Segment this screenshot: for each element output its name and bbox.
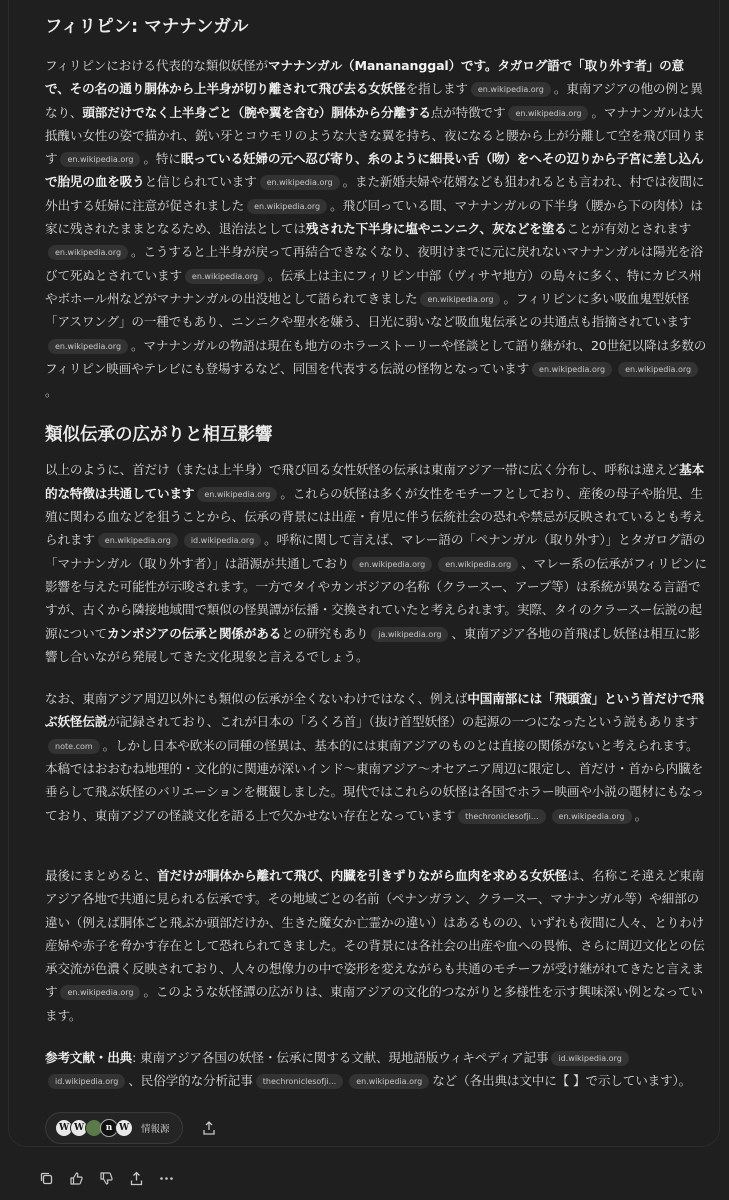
text: 。このような妖怪譚の広がりは、東南アジアの文化的つながりと多様性を示す興味深い例となっています。: [45, 984, 703, 1023]
thumbs-up-icon[interactable]: [66, 1168, 86, 1188]
text: 。伝承上は主にフィリピン中部（ヴィサヤ地方）の島々に多く、特にカピス州やボホール州などがマナナンガルの出没地として語られてきました: [45, 267, 702, 306]
paragraph: [45, 54, 707, 403]
references-paragraph: [45, 1046, 707, 1093]
citation-chip[interactable]: en.wikipedia.org: [98, 533, 178, 548]
citation-chip[interactable]: note.com: [48, 739, 100, 754]
sources-button[interactable]: [45, 1112, 183, 1144]
citation-chip[interactable]: en.wikipedia.org: [420, 292, 500, 307]
citation-chip[interactable]: id.wikipedia.org: [551, 1051, 628, 1066]
citation-chip[interactable]: en.wikipedia.org: [48, 245, 128, 260]
citation-chip[interactable]: en.wikipedia.org: [48, 339, 128, 354]
share-icon[interactable]: [126, 1168, 146, 1188]
wikipedia-favicon-icon: W: [55, 1119, 73, 1137]
citation-chip[interactable]: en.wikipedia.org: [552, 809, 632, 824]
text: 。呼称に関して言えば、マレー語の「ペナンガル（取り外す）」とタガログ語の「マナナンガル（取り外す者）」は語源が共通しており: [45, 532, 706, 571]
citation-chip[interactable]: en.wikipedia.org: [247, 199, 327, 214]
text: 。また新婚夫婦や花婿なども狙われるとも言われ、村では夜間に外出する妊婦に注意が促されました: [45, 174, 705, 213]
bold-text: 首だけが胴体から離れて飛び、内臓を引きずりながら血肉を求める女妖怪: [157, 867, 568, 883]
bold-text: 基本的な特徴は共通しています: [45, 462, 705, 501]
text: ことが有効とされます: [566, 221, 692, 237]
message-actions: [36, 1168, 176, 1188]
text: と信じられています: [144, 174, 257, 190]
bold-text: マナナンガル（Manananggal）です。タガログ語で「取り外す者」の意で、その名の通り胴体から上半身が切り離されて飛び去る女妖怪: [45, 58, 685, 97]
bold-text: 頭部だけでなく上半身ごと（腕や翼を含む）胴体から分離する: [82, 104, 431, 120]
bold-text: 中国南部には「飛頭蛮」という首だけで飛ぶ妖怪伝説: [45, 691, 704, 730]
section-heading: フィリピン: マナナンガル: [45, 17, 249, 37]
thumbs-down-icon[interactable]: [96, 1168, 116, 1188]
wikipedia-favicon-icon: W: [70, 1119, 88, 1137]
message-card: [8, 0, 720, 1147]
copy-icon[interactable]: [36, 1168, 56, 1188]
citation-chip[interactable]: id.wikipedia.org: [48, 1074, 125, 1089]
citation-chip[interactable]: en.wikipedia.org: [508, 106, 588, 121]
paragraph: [45, 864, 707, 1027]
text: が記録されており、これが日本の「ろくろ首」（抜け首型妖怪）の起源の一つになったという説もあります: [107, 714, 699, 730]
citation-chip[interactable]: en.wikipedia.org: [532, 362, 612, 377]
more-options-icon[interactable]: [156, 1168, 176, 1188]
citation-chip[interactable]: en.wikipedia.org: [260, 175, 340, 190]
text: 。マナナンガルの物語は現在も地方のホラーストーリーや怪談として語り継がれ、20世紀以降は多数のフィリピン映画やテレビにも登場するなど、同国を代表する伝説の怪物となっています: [45, 337, 707, 376]
bold-text: 残された下半身に塩やニンニク、灰などを塗る: [305, 221, 567, 237]
sources-label: 情報源: [141, 1123, 170, 1135]
citation-chip[interactable]: en.wikipedia.org: [60, 985, 140, 1000]
section-heading: 類似伝承の広がりと相互影響: [45, 425, 273, 446]
bold-text: 眠っている妊婦の元へ忍び寄り、糸のように細長い舌（吻）をへその辺りから子宮に差し込んで胎児の血を吸う: [45, 151, 704, 190]
text: 。: [634, 807, 648, 823]
text: 。マナナンガルは大抵醜い女性の姿で描かれ、鋭い牙とコウモリのような大きな翼を持ち、夜になると腰から上が分離して空を飛び回ります: [45, 104, 706, 167]
sources-row: [45, 1112, 707, 1144]
bold-text: カンボジアの伝承と関係がある: [106, 625, 282, 641]
text: 点が特徴です: [430, 104, 506, 120]
text: 、民俗学的な分析記事: [128, 1073, 253, 1089]
text: など（各出典は文中に【 】で示しています）。: [432, 1073, 692, 1089]
text: 。東南アジアの他の例と異なり、: [45, 81, 703, 120]
text: 。こうすると上半身が戻って再結合できなくなり、夜明けまでに元に戻れないマナナンガルは陽光を浴びて死ぬとされています: [45, 244, 703, 283]
citation-chip[interactable]: id.wikipedia.org: [184, 533, 261, 548]
citation-chip[interactable]: en.wikipedia.org: [349, 1074, 429, 1089]
text: 。これらの妖怪は多くが女性をモチーフとしており、産後の母子や胎児、生殖に関わる血などを狙うことから、伝承の背景には出産・育児に伴う伝統社会の恐れや禁忌が反映されているとも考えられます: [45, 485, 705, 548]
references-label: 参考文献・出典: [45, 1049, 133, 1065]
text: 、東南アジア各地の首飛ばし妖怪は相互に影響し合いながら発展してきた文化現象と言えるでしょう。: [45, 625, 700, 664]
text: フィリピンにおける代表的な類似妖怪が: [45, 58, 268, 73]
text: 。飛び回っている間、マナナンガルの下半身（腰から下の肉体）は家に残されたままとなるため、退治法としては: [45, 197, 703, 237]
text: : 東南アジア各国の妖怪・伝承に関する文献、現地語版ウィキペディア記事: [132, 1049, 549, 1065]
text: は、名称こそ違えど東南アジア各地で共通に見られる伝承です。その地域ごとの名前（ペナンガラン、クラースー、マナナンガル等）や細部の違い（例えば胴体ごと飛ぶか頭部だけか、生きた魔女か亡霊かの違い）はあるものの、いずれも夜間に人々、とりわけ産婦や赤子を脅かす存在として恐れられてきました。その背景には各社会の出産や血への畏怖、さらに周辺文化との伝承交流が色濃く反映されており、人々の想像力の中で姿形を変えながらも共通のモチーフが受け継がれてきたと言えます: [45, 867, 705, 1000]
citation-chip[interactable]: ja.wikipedia.org: [371, 627, 448, 642]
citation-chip[interactable]: en.wikipedia.org: [197, 487, 277, 502]
note-favicon-icon: n: [100, 1119, 118, 1137]
citation-chip[interactable]: en.wikipedia.org: [185, 269, 265, 284]
citation-chip[interactable]: en.wikipedia.org: [618, 362, 698, 377]
paragraph: [45, 687, 707, 827]
text: なお、東南アジア周辺以外にも類似の伝承が全くないわけではなく、例えば: [45, 691, 468, 707]
paragraph: [45, 458, 707, 668]
assistant-message: [45, 14, 707, 1144]
citation-chip[interactable]: en.wikipedia.org: [60, 152, 140, 167]
spacer: [45, 846, 707, 864]
citation-chip[interactable]: thechroniclesofji...: [458, 809, 545, 824]
text: 。フィリピンに多い吸血鬼型妖怪「アスワング」の一種でもあり、ニンニクや聖水を嫌う、日光に弱いなど吸血鬼伝承との共通点も指摘されています: [45, 290, 692, 330]
text: を指します: [405, 81, 468, 97]
text: 、マレー系の伝承がフィリピンに影響を与えた可能性が示唆されます。一方でタイやカンボジアの名称（クラースー、アープ等）は系統が異なる言語ですが、古くから隣接地域間で類似の怪異譚が伝播・交換されていたと考えられます。実際、タイのクラースー伝説の起源について: [45, 555, 707, 641]
citation-chip[interactable]: en.wikipedia.org: [438, 557, 518, 572]
wikipedia-favicon-icon: W: [115, 1119, 133, 1137]
text: 。しかし日本や欧米の同種の怪異は、基本的には東南アジアのものとは直接の関係がないと考えられます。本稿ではおおむね地理的・文化的に関連が深いインド〜東南アジア〜オセアニア周辺に限定し、首だけ・首から内臓を垂らして飛ぶ妖怪のバリエーションを概観しました。現代ではこれらの妖怪は各国でホラー映画や小説の題材にもなっており、東南アジアの怪談文化を語る上で欠かせない存在となっています: [45, 737, 704, 823]
citation-chip[interactable]: thechroniclesofji...: [256, 1074, 343, 1089]
text: との研究もあり: [281, 625, 369, 641]
citation-chip[interactable]: en.wikipedia.org: [471, 82, 551, 97]
text: 。特に: [143, 151, 181, 167]
citation-chip[interactable]: en.wikipedia.org: [352, 557, 432, 572]
share-icon[interactable]: [199, 1118, 219, 1138]
text: 。: [45, 384, 58, 400]
text: 最後にまとめると、: [45, 867, 157, 883]
text: 以上のように、首だけ（または上半身）で飛び回る女性妖怪の伝承は東南アジア一帯に広く分布し、呼称は違えど: [45, 462, 680, 478]
